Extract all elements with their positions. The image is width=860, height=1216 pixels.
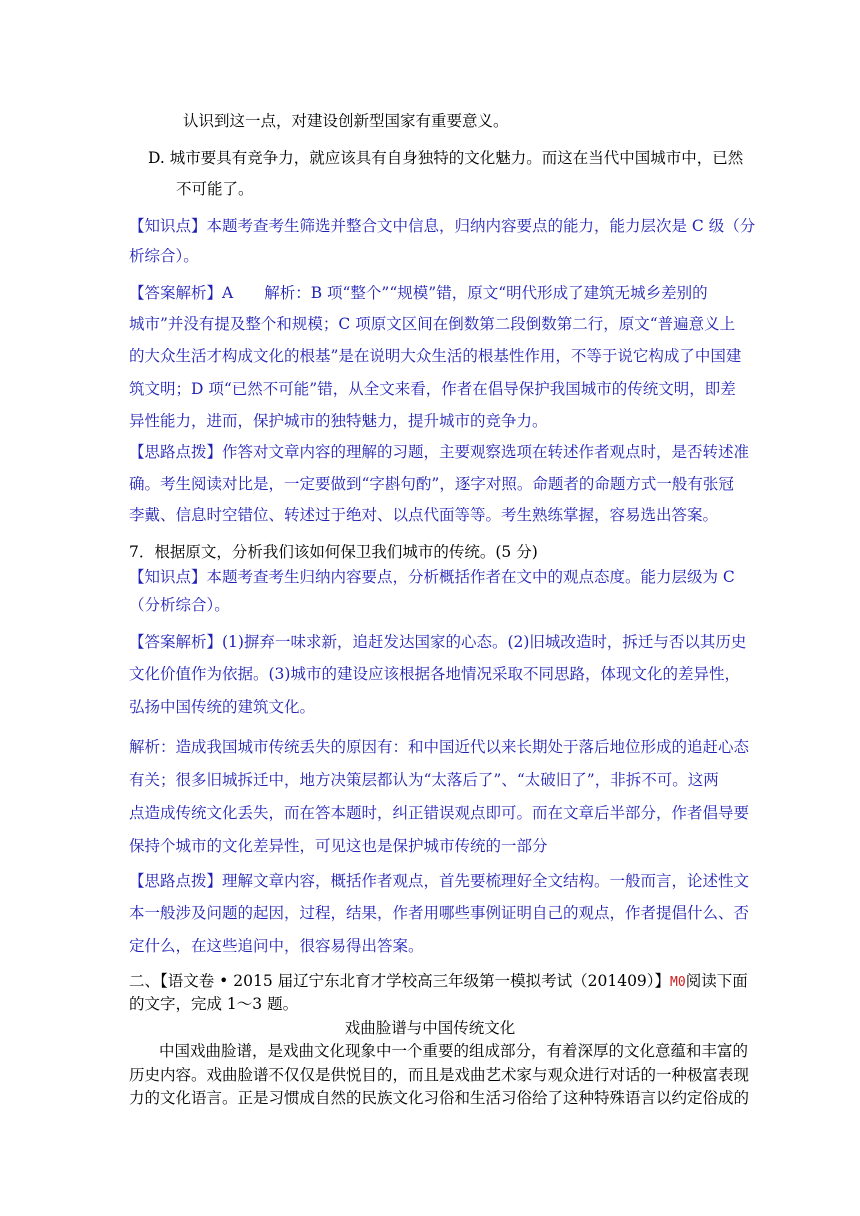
q6-answer-line-5: 异性能力，进而，保护城市的独特魅力，提升城市的竞争力。 <box>129 412 548 430</box>
q7-answer-line-3: 弘扬中国传统的建筑文化。 <box>129 698 316 716</box>
q7-analysis-line-1: 解析：造成我国城市传统丢失的原因有：和中国近代以来长期处于落后地位形成的追赶心态 <box>129 738 750 756</box>
q6-tips-line-1: 【思路点拨】作答对文章内容的理解的习题，主要观察选项在转述作者观点时，是否转述准 <box>129 443 750 461</box>
section-two-source: 二、【语文卷 • 2015 届辽宁东北育才学校高三年级第一模拟考试（201409）】 <box>129 972 671 990</box>
passage-title: 戏曲脸谱与中国传统文化 <box>344 1019 516 1037</box>
passage-line-1: 中国戏曲脸谱，是戏曲文化现象中一个重要的组成部分，有着深厚的文化意蕴和丰富的 <box>159 1042 749 1060</box>
section-two-code: M0 <box>670 975 686 990</box>
q6-knowledge-line-2: 析综合）。 <box>129 247 199 265</box>
q6-tips-line-3: 李戴、信息时空错位、转述过于绝对、以点代面等等。考生熟练掌握，容易选出答案。 <box>129 506 719 524</box>
q6-answer-line-2: 城市”并没有提及整个和规模；C 项原文区间在倒数第二段倒数第二行，原文“普遍意义上 <box>129 315 736 333</box>
q6-knowledge-line-1: 【知识点】本题考查考生筛选并整合文中信息，归纳内容要点的能力，能力层次是 C 级（分 <box>129 217 756 235</box>
q7-analysis-line-4: 保持个城市的文化差异性，可见这也是保护城市传统的一部分 <box>129 837 548 855</box>
q6-tips-line-2: 确。考生阅读对比是，一定要做到“字斟句酌”，逐字对照。命题者的命题方式一般有张冠 <box>129 475 734 493</box>
q7-analysis-line-3: 点造成传统文化丢失，而在答本题时，纠正错误观点即可。而在文章后半部分，作者倡导要 <box>129 804 750 822</box>
q7-answer-line-2: 文化价值作为依据。(3)城市的建设应该根据各地情况采取不同思路，体现文化的差异性， <box>129 665 740 683</box>
q7-tips-line-1: 【思路点拨】理解文章内容，概括作者观点，首先要梳理好全文结构。一般而言，论述性文 <box>129 872 750 890</box>
q7-tips-line-3: 定什么，在这些追问中，很容易得出答案。 <box>129 937 424 955</box>
q7-knowledge-line-2: （分析综合）。 <box>129 596 230 614</box>
section-two-instruction: 阅读下面 <box>685 972 748 990</box>
section-two-line-2: 的文字，完成 1～3 题。 <box>129 995 299 1013</box>
passage-line-3: 力的文化语言。正是习惯成自然的民族文化习俗和生活习俗给了这种特殊语言以约定俗成的 <box>129 1089 750 1107</box>
option-c-cont: 认识到这一点，对建设创新型国家有重要意义。 <box>183 112 509 130</box>
option-d-line-1: D. 城市要具有竞争力，就应该具有自身独特的文化魅力。而这在当代中国城市中，已然 <box>148 149 744 167</box>
q7-answer-line-1: 【答案解析】(1)摒弃一味求新，追赶发达国家的心态。(2)旧城改造时，拆迁与否以其历史 <box>129 633 747 651</box>
q7-tips-line-2: 本一般涉及问题的起因，过程，结果，作者用哪些事例证明自己的观点，作者提倡什么、否 <box>129 904 750 922</box>
q6-answer-line-4: 筑文明；D 项“已然不可能”错，从全文来看，作者在倡导保护我国城市的传统文明，即差 <box>129 380 736 398</box>
q7-analysis-line-2: 有关；很多旧城拆迁中，地方决策层都认为“太落后了”、“太破旧了”，非拆不可。这两 <box>129 771 719 789</box>
section-two-line-1 <box>129 971 748 993</box>
q7-knowledge-line-1: 【知识点】本题考查考生归纳内容要点，分析概括作者在文中的观点态度。能力层级为 C <box>129 568 735 586</box>
option-d-line-2: 不可能了。 <box>176 180 254 198</box>
passage-line-2: 历史内容。戏曲脸谱不仅仅是供悦目的，而且是戏曲艺术家与观众进行对话的一种极富表现 <box>129 1066 750 1084</box>
q6-answer-line-1: 【答案解析】A 解析：B 项“整个”“规模”错，原文“明代形成了建筑无城乡差别的 <box>129 284 708 302</box>
q6-answer-line-3: 的大众生活才构成文化的根基”是在说明大众生活的根基性作用，不等于说它构成了中国建 <box>129 347 742 365</box>
q7-question: 7．根据原文，分析我们该如何保卫我们城市的传统。(5 分) <box>129 543 538 561</box>
